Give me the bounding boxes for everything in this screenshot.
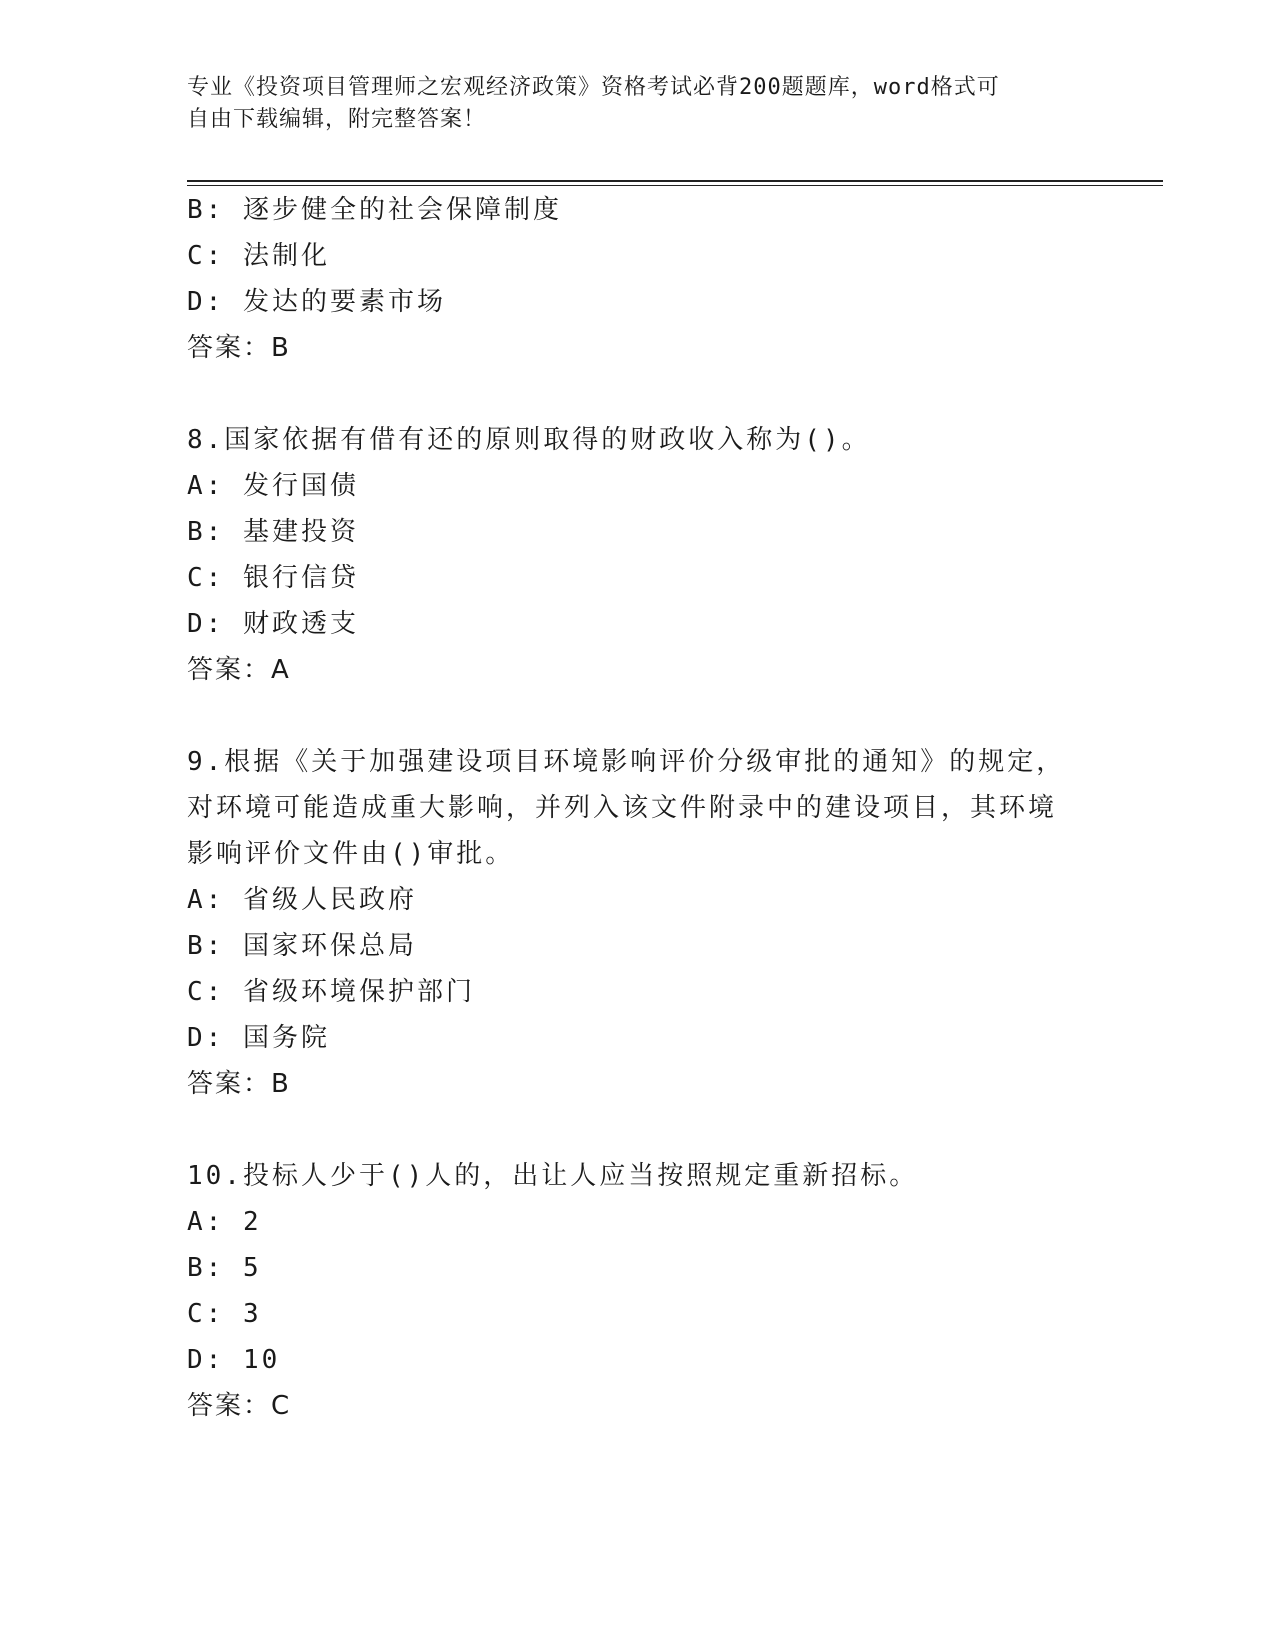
option-b: B: 国家环保总局: [187, 931, 417, 961]
header-line-2: 自由下载编辑，附完整答案！: [187, 107, 487, 132]
spacer: [187, 371, 1087, 417]
option-a: A: 发行国债: [187, 471, 359, 501]
question-text: 10.投标人少于()人的，出让人应当按照规定重新招标。: [187, 1161, 919, 1191]
option-a: A: 2: [187, 1207, 262, 1237]
option-d: D: 10: [187, 1345, 281, 1375]
header-divider-thick: [187, 180, 1163, 182]
option-d: D: 发达的要素市场: [187, 287, 446, 317]
option-a: A: 省级人民政府: [187, 885, 417, 915]
option-c: C: 省级环境保护部门: [187, 977, 475, 1007]
option-b: B: 5: [187, 1253, 262, 1283]
option-c: C: 法制化: [187, 241, 330, 271]
question-block-8: [187, 417, 1087, 693]
question-block-10: [187, 1153, 1087, 1429]
question-text: 9.根据《关于加强建设项目环境影响评价分级审批的通知》的规定，: [187, 747, 1066, 777]
answer-line: 答案：A: [187, 655, 291, 685]
question-list: [187, 187, 1087, 1429]
header-line-1: 专业《投资项目管理师之宏观经济政策》资格考试必背200题题库，word格式可: [187, 75, 1000, 100]
answer-line: 答案：B: [187, 1069, 291, 1099]
option-c: C: 银行信贷: [187, 563, 359, 593]
spacer: [187, 693, 1087, 739]
answer-line: 答案：C: [187, 1391, 292, 1421]
question-block-partial: [187, 187, 1087, 371]
question-block-9: [187, 739, 1087, 1107]
document-header: [187, 72, 1067, 136]
header-divider-thin: [187, 185, 1163, 186]
option-b: B: 基建投资: [187, 517, 359, 547]
question-text: 8.国家依据有借有还的原则取得的财政收入称为()。: [187, 425, 871, 455]
spacer: [187, 1107, 1087, 1153]
question-text: 影响评价文件由()审批。: [187, 839, 515, 869]
question-text: 对环境可能造成重大影响，并列入该文件附录中的建设项目，其环境: [187, 793, 1058, 823]
option-c: C: 3: [187, 1299, 262, 1329]
answer-line: 答案：B: [187, 333, 291, 363]
option-d: D: 财政透支: [187, 609, 359, 639]
option-b: B: 逐步健全的社会保障制度: [187, 195, 562, 225]
option-d: D: 国务院: [187, 1023, 330, 1053]
